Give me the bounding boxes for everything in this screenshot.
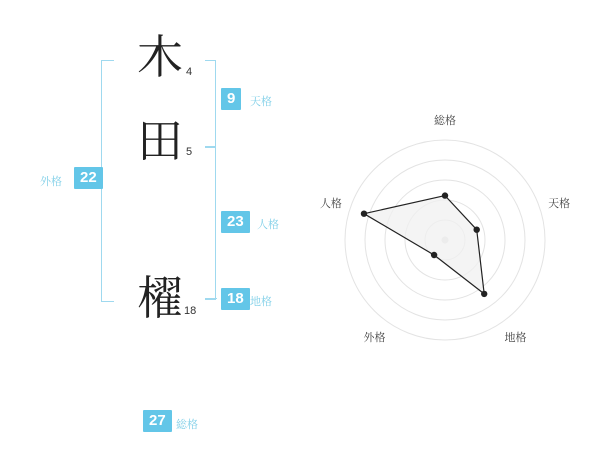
bracket-tenkaku bbox=[205, 60, 216, 148]
stroke-count: 18 bbox=[184, 305, 197, 317]
axis-label-chikaku: 地格 bbox=[504, 331, 527, 345]
score-label-jinkaku: 人格 bbox=[257, 218, 279, 231]
axis-label-soukaku: 総格 bbox=[434, 114, 456, 127]
score-chip-tenkaku: 9 bbox=[221, 88, 241, 110]
name-character: 田 bbox=[137, 114, 183, 168]
name-character: 櫂 bbox=[137, 271, 183, 325]
name-character: 木 bbox=[137, 30, 183, 84]
score-chip-soukaku: 27 bbox=[143, 410, 172, 432]
bracket-jinkaku bbox=[205, 146, 216, 300]
stroke-count: 5 bbox=[186, 146, 193, 158]
score-label-soukaku: 総格 bbox=[176, 418, 198, 431]
bracket-gaikaku bbox=[101, 60, 114, 302]
radar-chart-svg bbox=[300, 110, 590, 370]
score-chip-jinkaku: 23 bbox=[221, 211, 250, 233]
score-label-tenkaku: 天格 bbox=[250, 95, 272, 108]
radar-chart bbox=[300, 110, 590, 370]
score-label-gaikaku: 外格 bbox=[40, 175, 62, 188]
axis-label-tenkaku: 天格 bbox=[548, 196, 571, 210]
axis-label-jinkaku: 人格 bbox=[319, 196, 342, 210]
axis-label-gaikaku: 外格 bbox=[363, 331, 386, 345]
score-label-chikaku: 地格 bbox=[250, 295, 272, 308]
score-chip-chikaku: 18 bbox=[221, 288, 250, 310]
bracket-chikaku bbox=[205, 298, 217, 299]
score-chip-gaikaku: 22 bbox=[74, 167, 103, 189]
stroke-count: 4 bbox=[186, 66, 193, 78]
